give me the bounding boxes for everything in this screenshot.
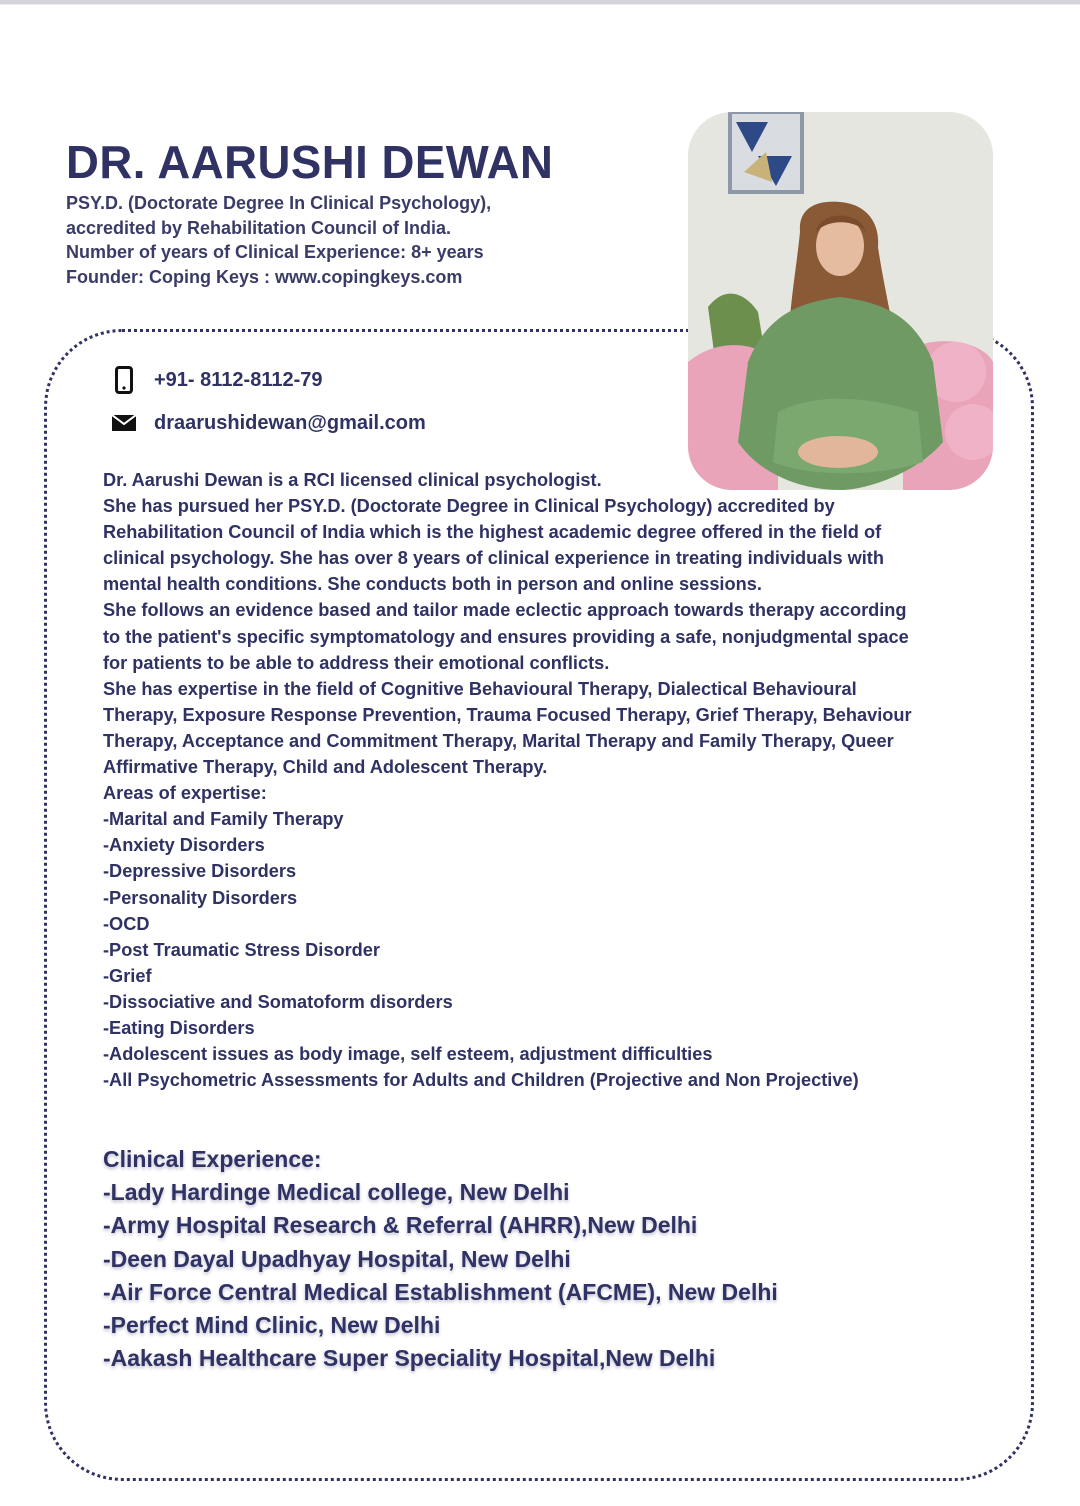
mobile-phone-icon [110, 366, 138, 394]
bio-line: Therapy, Exposure Response Prevention, Trauma Focused Therapy, Grief Therapy, Behaviour [103, 704, 912, 725]
doctor-name: DR. AARUSHI DEWAN [66, 136, 554, 188]
phone-number[interactable]: +91- 8112-8112-79 [154, 368, 323, 391]
expertise-item: -Anxiety Disorders [103, 835, 265, 856]
bio-line: Therapy, Acceptance and Commitment Therapy, Marital Therapy and Family Therapy, Queer [103, 730, 894, 751]
credential-line: PSY.D. (Doctorate Degree In Clinical Psychology), [66, 193, 492, 213]
experience-item: -Lady Hardinge Medical college, New Delhi [103, 1179, 570, 1206]
email-address[interactable]: draarushidewan@gmail.com [154, 411, 426, 434]
expertise-item: -OCD [103, 913, 150, 934]
expertise-item: -Personality Disorders [103, 887, 298, 908]
credential-line: accredited by Rehabilitation Council of India. [66, 217, 452, 238]
bio-line: clinical psychology. She has over 8 years of clinical experience in treating individuals with [103, 548, 884, 569]
email-contact[interactable] [110, 409, 426, 437]
clinical-experience-section [103, 1143, 983, 1375]
experience-item: -Aakash Healthcare Super Speciality Hospital,New Delhi [103, 1345, 716, 1372]
bio-line: Rehabilitation Council of India which is the highest academic degree offered in the field of [103, 522, 882, 543]
experience-item: -Deen Dayal Upadhyay Hospital, New Delhi [103, 1245, 571, 1272]
expertise-heading: Areas of expertise: [103, 783, 267, 804]
top-edge-bar [0, 0, 1080, 5]
founder-line: Founder: Coping Keys : www.copingkeys.com [66, 266, 463, 287]
experience-years-line: Number of years of Clinical Experience: 8+ years [66, 242, 484, 262]
bio-line: She has expertise in the field of Cognitive Behavioural Therapy, Dialectical Behavioural [103, 678, 857, 699]
envelope-icon [110, 409, 138, 437]
bio-line: She has pursued her PSY.D. (Doctorate Degree in Clinical Psychology) accredited by [103, 496, 835, 517]
bio-line: She follows an evidence based and tailor made eclectic approach towards therapy according [103, 600, 907, 621]
bio-line: mental health conditions. She conducts both in person and online sessions. [103, 574, 762, 595]
experience-item: -Perfect Mind Clinic, New Delhi [103, 1312, 441, 1339]
expertise-item: -Marital and Family Therapy [103, 809, 344, 830]
bio-line: Dr. Aarushi Dewan is a RCI licensed clinical psychologist. [103, 470, 602, 490]
expertise-item: -All Psychometric Assessments for Adults and Children (Projective and Non Projective) [103, 1070, 859, 1091]
profile-photo [688, 112, 993, 490]
expertise-item: -Depressive Disorders [103, 861, 297, 882]
bio-line: to the patient's specific symptomatology and ensures providing a safe, nonjudgmental space [103, 626, 909, 647]
experience-item: -Army Hospital Research & Referral (AHRR),New Delhi [103, 1212, 698, 1239]
phone-contact[interactable] [110, 366, 323, 394]
experience-item: -Air Force Central Medical Establishment (AFCME), New Delhi [103, 1278, 778, 1305]
bio-line: for patients to be able to address their emotional conflicts. [103, 652, 610, 673]
expertise-item: -Dissociative and Somatoform disorders [103, 991, 453, 1012]
clinical-experience-heading: Clinical Experience: [103, 1146, 322, 1172]
expertise-item: -Post Traumatic Stress Disorder [103, 939, 380, 960]
portrait-photo-icon [688, 112, 993, 490]
bio-section [103, 467, 983, 1093]
expertise-item: -Adolescent issues as body image, self esteem, adjustment difficulties [103, 1044, 713, 1065]
profile-header [66, 136, 666, 289]
bio-line: Affirmative Therapy, Child and Adolescent Therapy. [103, 757, 548, 778]
expertise-item: -Grief [103, 965, 152, 986]
expertise-item: -Eating Disorders [103, 1017, 255, 1038]
